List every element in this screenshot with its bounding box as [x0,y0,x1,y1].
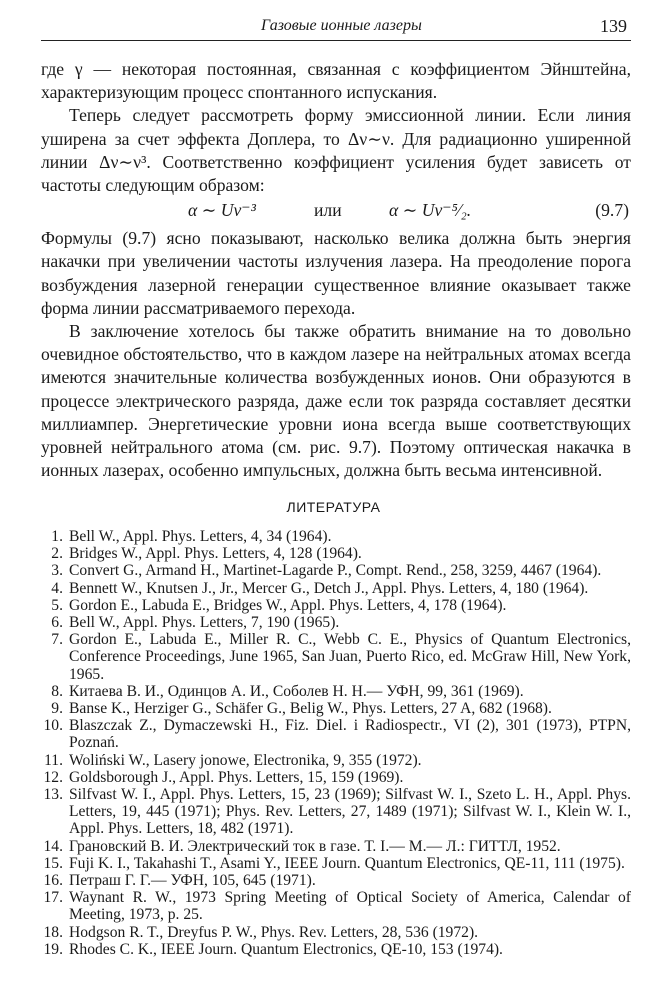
main-text [41,58,631,482]
reference-text: Gordon E., Labuda E., Bridges W., Appl. Phys. Letters, 4, 178 (1964). [69,596,507,614]
reference-number: 6. [51,614,63,632]
reference-text: Waynant R. W., 1973 Spring Meeting of Optical Society of America, Calendar of Meeting, 1973, p. 25. [69,889,631,924]
reference-number: 19. [43,940,63,958]
formula-right: α ∼ Uν⁻⁵⁄₂. [389,200,472,221]
reference-text: Bell W., Appl. Phys. Letters, 7, 190 (1965). [69,614,340,632]
reference-item [41,562,631,579]
reference-number: 14. [43,837,63,855]
reference-text: Bridges W., Appl. Phys. Letters, 4, 128 (1964). [69,545,362,563]
reference-text: Bell W., Appl. Phys. Letters, 4, 34 (1964). [69,528,332,545]
reference-number: 1. [51,528,63,545]
reference-text: Blaszczak Z., Dymaczewski H., Fiz. Diel. i Radiospectr., VI (2), 301 (1973), PTPN, Poznań. [69,717,631,752]
reference-text: Woliński W., Lasery jonowe, Electronika, 9, 355 (1972). [69,751,422,769]
reference-text: Петраш Г. Г.— УФН, 105, 645 (1971). [69,872,316,890]
paragraph-2: Теперь следует рассмотреть форму эмиссионной линии. Если линия уширена за счет эффекта Доплера, то Δν∼ν. Для радиационно уширенной линии Δν∼ν³. Соответственно коэффициент усиления будет зависеть от частоты следующим образом: [41,105,631,196]
reference-item [41,855,631,872]
reference-item [41,631,631,683]
reference-number: 12. [43,768,63,786]
reference-number: 7. [51,631,63,649]
reference-item [41,752,631,769]
page-number: 139 [600,16,627,36]
references-list [41,528,631,958]
reference-item [41,872,631,889]
reference-item [41,580,631,597]
reference-number: 15. [43,854,63,872]
paragraph-1: где γ — некоторая постоянная, связанная с коэффициентом Эйнштейна, характеризующим процесс спонтанного испускания. [41,59,631,103]
reference-item [41,683,631,700]
reference-text: Silfvast W. I., Appl. Phys. Letters, 15, 23 (1969); Silfvast W. I., Szeto L. H., Appl. Phys. Letters, 19, 445 (1971); Phys. Rev. Letters, 27, 1489 (1971); Silfvast W. I., Klein W. I., Appl. Phys. Letters, 18, 482 (1971). [69,786,631,838]
reference-text: Hodgson R. T., Dreyfus P. W., Phys. Rev. Letters, 28, 536 (1972). [69,923,479,941]
reference-number: 4. [51,579,63,597]
reference-item [41,614,631,631]
reference-item [41,528,631,545]
reference-item [41,838,631,855]
reference-number: 8. [51,682,63,700]
reference-item [41,700,631,717]
reference-item [41,717,631,751]
formula-left: α ∼ Uν⁻³ [188,200,256,221]
reference-number: 13. [43,786,63,804]
reference-item [41,786,631,838]
reference-text: Грановский В. И. Электрический ток в газе. Т. I.— М.— Л.: ГИТТЛ, 1952. [69,837,561,855]
formula-or: или [314,200,342,221]
reference-item [41,597,631,614]
reference-number: 17. [43,889,63,907]
reference-text: Bennett W., Knutsen J., Jr., Mercer G., Detch J., Appl. Phys. Letters, 4, 180 (1964). [69,579,589,597]
references-title: ЛИТЕРАТУРА [286,499,381,515]
page-header [41,14,631,41]
reference-text: Gordon E., Labuda E., Miller R. C., Webb C. E., Physics of Quantum Electronics, Conference Proceedings, June 1965, San Juan, Puerto Rico, ed. McGraw Hill, New York, 1965. [69,631,631,683]
reference-text: Banse K., Herziger G., Schäfer G., Belig W., Phys. Letters, 27 A, 682 (1968). [69,700,552,718]
reference-item [41,889,631,923]
reference-number: 16. [43,872,63,890]
reference-item [41,545,631,562]
reference-number: 11. [44,751,63,769]
paragraph-4: В заключение хотелось бы также обратить внимание на то довольно очевидное обстоятельство, что в каждом лазере на нейтральных атомах всегда имеются значительные количества возбужденных ионов. Они образуются в процессе электрического разряда, даже если ток разряда составляет десятки миллиампер. Энергетические уровни иона всегда выше соответствующих уровней нейтрального атома (см. рис. 9.7). Поэтому оптическая накачка в ионных лазерах, особенно импульсных, должна быть весьма интенсивной. [41,321,631,481]
reference-text: Fuji K. I., Takahashi T., Asami Y., IEEE Journ. Quantum Electronics, QE-11, 111 (1975). [69,854,625,872]
reference-number: 3. [51,562,63,580]
paragraph-3: Формулы (9.7) ясно показывают, насколько велика должна быть энергия накачки при увеличении частоты излучения лазера. На преодоление порога возбуждения лазерной генерации существенное влияние оказывает также форма линии рассматриваемого перехода. [41,228,631,318]
reference-number: 9. [51,700,63,718]
equation-9-7 [41,199,631,225]
equation-number: (9.7) [595,200,629,221]
reference-text: Goldsborough J., Appl. Phys. Letters, 15, 159 (1969). [69,768,404,786]
reference-number: 18. [43,923,63,941]
reference-text: Китаева В. И., Одинцов А. И., Соболев Н. Н.— УФН, 99, 361 (1969). [69,682,524,700]
reference-number: 10. [43,717,63,735]
reference-item [41,941,631,958]
reference-item [41,924,631,941]
reference-item [41,769,631,786]
reference-number: 5. [51,596,63,614]
reference-text: Convert G., Armand H., Martinet-Lagarde P., Compt. Rend., 258, 3259, 4467 (1964). [69,562,602,580]
reference-number: 2. [51,545,63,563]
reference-text: Rhodes C. K., IEEE Journ. Quantum Electronics, QE-10, 153 (1974). [69,940,503,958]
running-title: Газовые ионные лазеры [261,17,422,34]
